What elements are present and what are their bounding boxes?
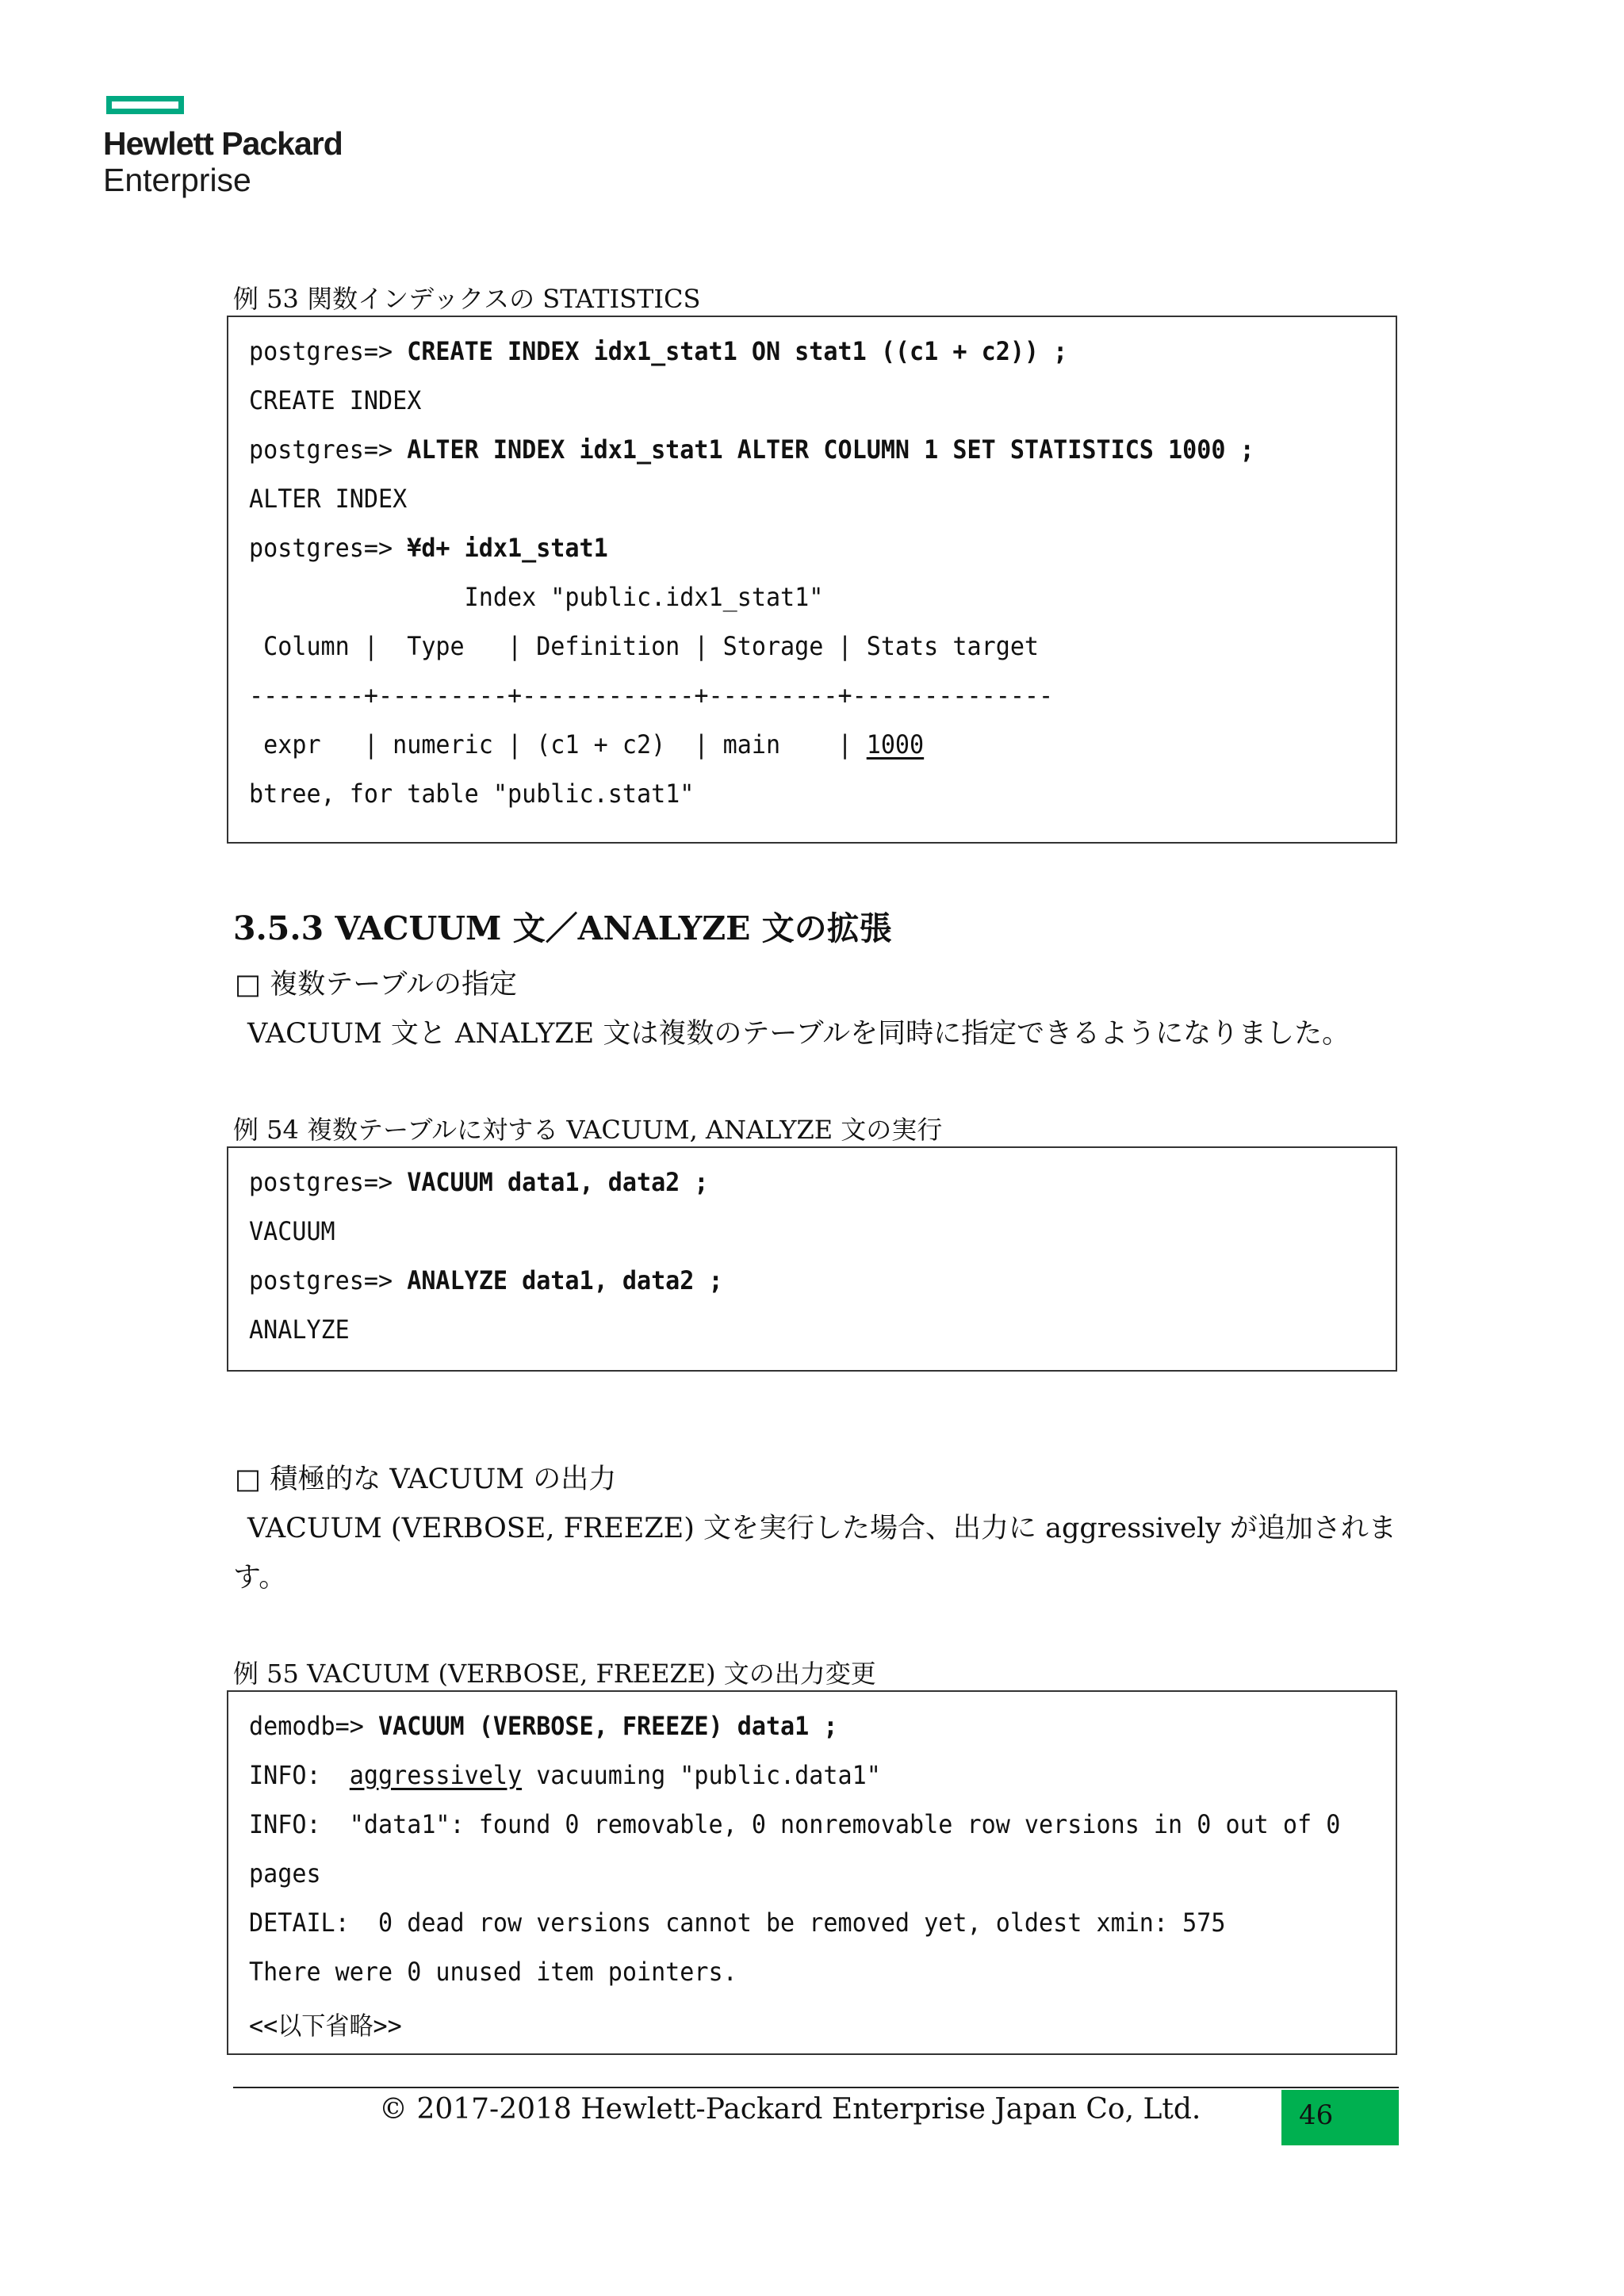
page-number: 46 [1299,2099,1334,2131]
code-line: postgres=> CREATE INDEX idx1_stat1 ON stat1 ((c1 + c2)) ; [249,336,1068,366]
example-54-caption: 例 54 複数テーブルに対する VACUUM, ANALYZE 文の実行 [233,1115,943,1145]
code-line: ALTER INDEX [249,484,408,514]
code-box-example-55 [227,1690,1397,2055]
code-line: postgres=> VACUUM data1, data2 ; [249,1167,709,1197]
code-line: --------+---------+------------+---------+-------------- [249,680,1054,710]
code-line: Column | Type | Definition | Storage | Stats target [249,631,1040,661]
code-line: btree, for table "public.stat1" [249,779,695,809]
logo-text-line1: Hewlett Packard [103,125,343,162]
code-line: postgres=> ANALYZE data1, data2 ; [249,1265,723,1295]
code-line: demodb=> VACUUM (VERBOSE, FREEZE) data1 ; [249,1711,838,1741]
footer-divider [233,2087,1399,2088]
code-line: <<以下省略>> [249,2011,402,2041]
code-line: Index "public.idx1_stat1" [249,582,824,612]
paragraph-multiple-tables: VACUUM 文と ANALYZE 文は複数のテーブルを同時に指定できるようになりました。 [247,1018,1350,1050]
code-line: pages [249,1858,321,1888]
code-box-example-53 [227,316,1397,844]
code-line: DETAIL: 0 dead row versions cannot be removed yet, oldest xmin: 575 [249,1908,1226,1938]
code-line: INFO: aggressively vacuuming "public.data1" [249,1760,881,1790]
section-heading: 3.5.3 VACUUM 文／ANALYZE 文の拡張 [233,909,892,947]
code-line: INFO: "data1": found 0 removable, 0 nonremovable row versions in 0 out of 0 [249,1809,1341,1839]
code-line: expr | numeric | (c1 + c2) | main | 1000 [249,729,925,760]
footer-copyright: © 2017-2018 Hewlett-Packard Enterprise Japan Co, Ltd. [379,2093,1201,2126]
code-line: CREATE INDEX [249,385,422,415]
code-line: postgres=> ¥d+ idx1_stat1 [249,533,608,563]
hpe-logo-mark [106,96,184,114]
paragraph-aggressive-line1: VACUUM (VERBOSE, FREEZE) 文を実行した場合、出力に aggressively が追加されま [247,1513,1396,1544]
bullet-aggressive-vacuum: □ 積極的な VACUUM の出力 [235,1464,617,1495]
code-line: VACUUM [249,1216,335,1246]
logo-text-line2: Enterprise [103,162,251,198]
example-53-caption: 例 53 関数インデックスの STATISTICS [233,284,701,314]
example-55-caption: 例 55 VACUUM (VERBOSE, FREEZE) 文の出力変更 [233,1659,876,1689]
paragraph-aggressive-line2: す。 [233,1562,287,1594]
page-number-badge [1281,2090,1399,2145]
code-line: There were 0 unused item pointers. [249,1957,737,1987]
code-line: postgres=> ALTER INDEX idx1_stat1 ALTER COLUMN 1 SET STATISTICS 1000 ; [249,434,1254,465]
code-line: ANALYZE [249,1314,350,1345]
code-box-example-54 [227,1146,1397,1372]
bullet-multiple-tables: □ 複数テーブルの指定 [235,969,518,1001]
